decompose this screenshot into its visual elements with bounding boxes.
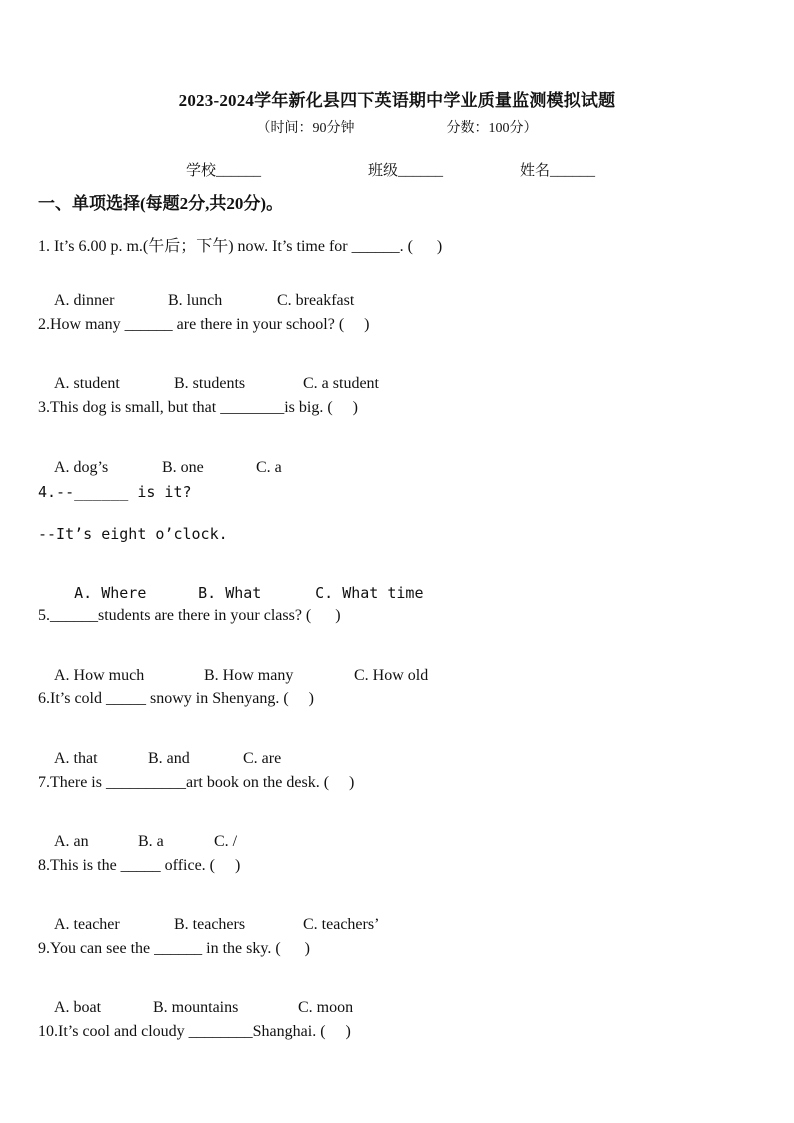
option-b: B. lunch	[168, 292, 223, 309]
option-a: A. Where	[74, 584, 147, 602]
question-stem-answer: --It’s eight o’clock.	[38, 525, 228, 543]
option-c: C. a	[256, 459, 282, 476]
option-b: B. and	[148, 750, 190, 767]
option-b: B. students	[174, 375, 246, 392]
question-stem: 7.There is __________art book on the desk. ( )	[38, 774, 355, 791]
option-c: C. are	[243, 750, 282, 767]
name-field: 姓名______	[520, 163, 596, 179]
question-stem: 10.It’s cool and cloudy ________Shanghai. ( )	[38, 1023, 351, 1040]
option-c: C. /	[214, 833, 238, 850]
option-a: A. boat	[54, 999, 102, 1016]
exam-score: 分数：100分）	[446, 121, 538, 136]
question-stem: 1. It’s 6.00 p. m.(午后；下午) now. It’s time for ______. ( )	[38, 238, 443, 255]
option-a: A. student	[54, 375, 120, 392]
question-stem: 5.______students are there in your class? ( )	[38, 607, 341, 624]
exam-meta	[0, 117, 794, 137]
option-a: A. How much	[54, 667, 145, 684]
option-b: B. one	[162, 459, 204, 476]
option-b: B. a	[138, 833, 164, 850]
exam-time: （时间：90分钟	[256, 121, 355, 136]
question-stem: 6.It’s cold _____ snowy in Shenyang. ( )	[38, 690, 314, 707]
option-c: C. a student	[303, 375, 379, 392]
question-stem: 2.How many ______ are there in your school? ( )	[38, 316, 370, 333]
class-field: 班级______	[368, 163, 444, 179]
page-title: 2023-2024学年新化县四下英语期中学业质量监测模拟试题	[178, 91, 616, 110]
option-a: A. that	[54, 750, 98, 767]
option-a: A. dog’s	[54, 459, 109, 476]
option-b: B. What	[198, 584, 262, 602]
option-c: C. What time	[315, 584, 424, 602]
question-stem: 8.This is the _____ office. ( )	[38, 857, 241, 874]
option-c: C. How old	[354, 667, 429, 684]
option-b: B. teachers	[174, 916, 246, 933]
option-c: C. moon	[298, 999, 354, 1016]
question-stem: 3.This dog is small, but that ________is big. ( )	[38, 399, 358, 416]
option-a: A. an	[54, 833, 89, 850]
school-field: 学校______	[186, 163, 262, 179]
option-b: B. How many	[204, 667, 294, 684]
question-stem: 9.You can see the ______ in the sky. ( )	[38, 940, 310, 957]
option-b: B. mountains	[153, 999, 239, 1016]
section-title: 一、单项选择(每题2分,共20分)。	[38, 194, 284, 213]
option-c: C. teachers’	[303, 916, 380, 933]
option-a: A. dinner	[54, 292, 115, 309]
option-a: A. teacher	[54, 916, 120, 933]
question-stem: 4.--______ is it?	[38, 483, 192, 501]
option-c: C. breakfast	[277, 292, 355, 309]
